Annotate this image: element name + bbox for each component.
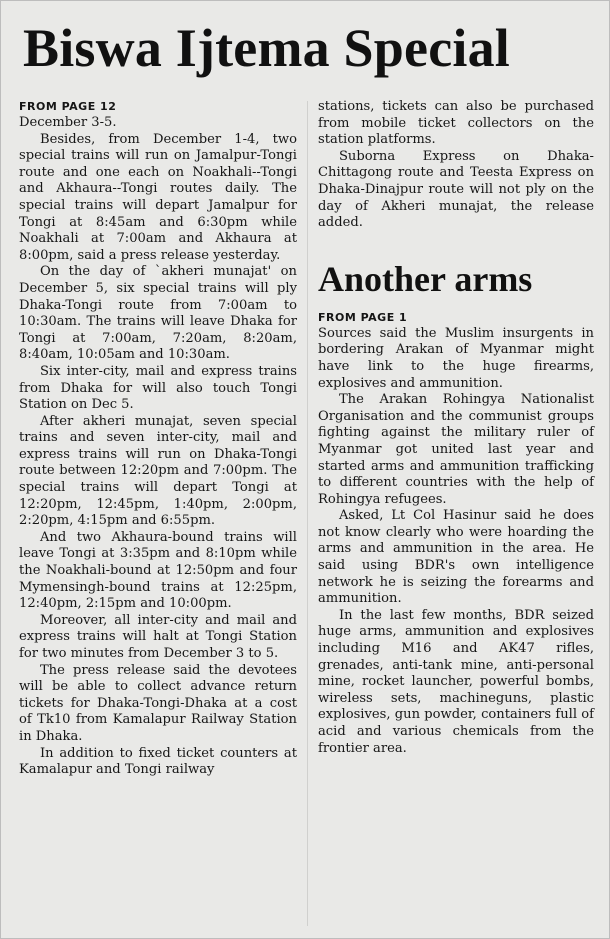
column-divider — [307, 101, 308, 926]
article-paragraph: stations, tickets can also be purchased from mobile ticket collectors on the station platforms. — [318, 99, 594, 148]
article-paragraph: On the day of `akheri munajat' on December 5, six special trains will ply Dhaka-Tongi route from 7:00am to 10:30am. The trains will leave Dhaka for Tongi at 7:00am, 7:20am, 8:20am, 8:40am, 10:05am and 10:30am. — [19, 264, 297, 363]
article-paragraph: Besides, from December 1-4, two special trains will run on Jamalpur-Tongi route and one each on Noakhali--Tongi and Akhaura--Tongi routes daily. The special trains will depart Jamalpur for Tongi at 8:45am and 6:30pm while Noakhali at 7:00am and Akhaura at 8:00pm, said a press release yesterday. — [19, 131, 297, 263]
article-paragraph: December 3-5. — [19, 115, 117, 130]
article-paragraph: After akheri munajat, seven special trains and seven inter-city, mail and express trains will run on Dhaka-Tongi route between 12:20pm and 7:00pm. The special trains will depart Tongi at 12:20pm, 12:45pm, 1:40pm, 2:00pm, 2:20pm, 4:15pm and 6:55pm. — [19, 413, 297, 529]
left-column — [19, 99, 297, 779]
article-paragraph: Sources said the Muslim insurgents in bordering Arakan of Myanmar might have link to the huge firearms, explosives and ammunition. — [318, 325, 594, 391]
jump-label-page-12: FROM PAGE 12 — [19, 100, 117, 113]
article-paragraph: In the last few months, BDR seized huge arms, ammunition and explosives including M16 and AK47 rifles, grenades, anti-tank mine, anti-personal mine, rocket launcher, powerful bombs, wireless sets, machineguns, plastic explosives, gun powder, containers full of acid and various chemicals from the frontier area. — [318, 607, 594, 756]
article-paragraph: And two Akhaura-bound trains will leave Tongi at 3:35pm and 8:10pm while the Noakhali-bound at 12:50pm and four Mymensingh-bound trains at 12:25pm, 12:40pm, 2:15pm and 10:00pm. — [19, 529, 297, 612]
subhead-another-arms: Another arms — [318, 258, 533, 299]
article-paragraph: The press release said the devotees will be able to collect advance return tickets for Dhaka-Tongi-Dhaka at a cost of Tk10 from Kamalapur Railway Station in Dhaka. — [19, 662, 297, 744]
article-paragraph: In addition to fixed ticket counters at Kamalapur and Tongi railway — [19, 745, 297, 778]
right-column — [318, 99, 594, 757]
jump-label-page-1: FROM PAGE 1 — [318, 310, 408, 324]
article-paragraph: Six inter-city, mail and express trains from Dhaka for will also touch Tongi Station on Dec 5. — [19, 363, 297, 413]
headline: Biswa Ijtema Special — [23, 18, 510, 78]
article-paragraph: Asked, Lt Col Hasinur said he does not know clearly who were hoarding the arms and ammunition in the area. He said using BDR's own intelligence network he is seizing the forearms and ammunition. — [318, 508, 594, 607]
article-paragraph: The Arakan Rohingya Nationalist Organisation and the communist groups fighting against the military ruler of Myanmar got united last year and started arms and ammunition trafficking to different countries with the help of Rohingya refugees. — [318, 392, 594, 507]
article-paragraph: Suborna Express on Dhaka-Chittagong route and Teesta Express on Dhaka-Dinajpur route will not ply on the day of Akheri munajat, the release added. — [318, 148, 594, 231]
article-paragraph: Moreover, all inter-city and mail and express trains will halt at Tongi Station for two minutes from December 3 to 5. — [19, 612, 297, 661]
